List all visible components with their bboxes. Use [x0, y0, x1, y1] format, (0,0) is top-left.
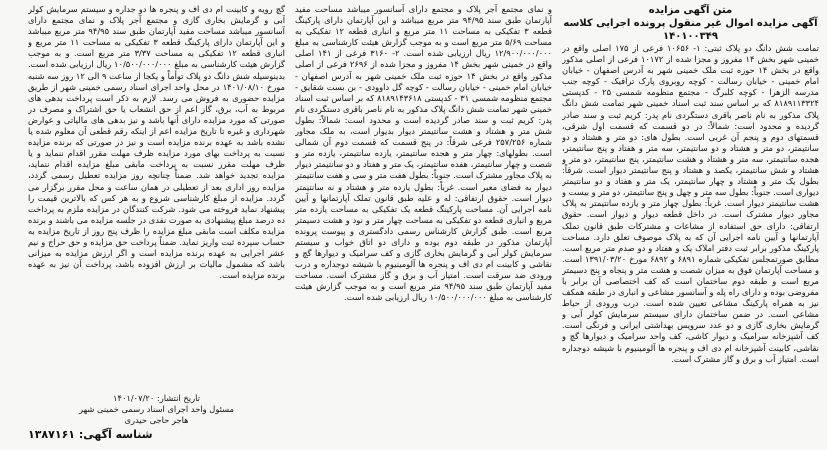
- notice-column-right: [562, 4, 819, 442]
- notice-column-left: [28, 4, 285, 442]
- publish-date: تاریخ انتشار: ۱۴۰۱/۰۷/۲۰: [113, 393, 200, 403]
- notice-title: متن آگهی مزایده: [648, 5, 733, 16]
- newspaper-notice: [8, 4, 819, 442]
- notice-id: شناسه آگهی: ۱۳۸۷۱۶۱: [28, 428, 153, 441]
- notice-body-text: تمامت شش دانگ دو پلاک ثبتی: ۱- ۱۰۶۵۶ فرعی از ۱۷۵ اصلی واقع در خمینی شهر بخش ۱۴ مفروز و مجزا شده از ۱۰۱۷۲ فرعی از اصلی مذکور واقع در بخش ۱۴ حوزه ثبت ملک خمینی شهر به آدرس اصفهان - خیابان امام خمینی - خیابان رسالت - کوچه روبروی پارک ترافیک - کوچه جنب مدرسه الزهرا - کوچه کلبرگ - مجتمع منظومه شمسی ۲۵ - کدپستی ۸۱۸۹۱۱۳۳۲۴ که بر اساس سند ثبت اسناد خمینی شهر تمامت شش دانگ پلاک مذکور به نام ناصر باقری دستگردی نام پدر: کریم ثبت و سند صادر گردیده و محدود است: شمالاً: در دو قسمت که قسمت اول شرقی، قسمتهای دوم و پنجم آن غربی است. بطول های: دو متر و هشتاد و دو سانتیمتر، دو متر و هشتاد و دو سانتیمتر، سه متر و هفتاد و پنج سانتیمتر، هجده سانتیمتر، سه متر و هشتاد و هشت سانتیمتر، پنج سانتیمتر، دو متر و هشتاد و شش سانتیمتر، یکصد و هشتاد و پنج سانتیمتر دیوار است. شرقاً: بطول یک متر و هشتاد و چهار سانتیمتر، یک متر و هفتاد و دو سانتیمتر دیواری است. جنوباً: بطول سه متر و چهل و پنج سانتیمتر، دو متر و بیست و هشت سانتیمتر دیوار است. غرباً: بطول چهار متر و یازده سانتیمتر به پلاک مجاور دیوار مشترک است. در داخل قطعه دیوار و دیوار است. حقوق ارتفاقی: دارای حق استفاده از مشاعات و مشترکات طبق قانون تملک آپارتمانها و آیین نامه اجرایی آن که به پلاک موصوف تعلق دارد. مساحت پارکینگ مذکور برابر ثبت دفتر املاک یک و هفتاد و دو صدم متر مربع است. مطابق صورتمجلس تفکیکی شماره ۶۸۹۱ و ۶۸۹۲ مورخ ۱۳۹۱/۰۳/۲۰ است. و مساحت آپارتمان فوق به میزان شصت و هشت متر و پنجاه و پنج دسیمتر مربع است و طبقه دوم ساختمان است که کف اختصاصی آن برابر با مفروضی بوده و دارای راه پله و آسانسور مشاعی و انباری در طبقه همکف نیز به همراه پارکینگ مشاعی تعیین شده است. درب ورودی از حیاط مشاعی است. در ضمن ساختمان دارای سیستم سرمایش کولر آبی و گرمایش بخاری گازی و دو عدد سرویس بهداشتی ایرانی و فرنگی است. کف آشپزخانه سرامیک و دیوار کاشی، کف واحد سرامیک و دیوارها گچ و نقاشی، کابینت آشپزخانه ام دی اف و پنجره ها آلومینیوم با شیشه دوجداره است. امتیاز آب و برق و گاز مشترک است.: [562, 43, 819, 364]
- notice-column-middle: [295, 4, 552, 442]
- official-name: هاجر حاجی حیدری: [124, 415, 189, 425]
- notice-header: [562, 4, 819, 43]
- notice-footer: [28, 393, 285, 442]
- notice-body-text: گچ رویه و کابینت ام دی اف و پنجره ها دو جداره و سیستم سرمایش کولر آبی و گرمایش بخاری گازی و مجتمع آجر پلاک و نمای مجتمع دارای آسانسور میباشد مساحت مفید آپارتمان طبق سند ۹۴/۹۵ متر مربع میباشد و این آپارتمان دارای پارکینگ قطعه ۳ تفکیکی به مساحت ۱۱ متر مربع و انباری قطعه ۱۲ تفکیکی به مساحت ۳/۳۷ متر مربع است. و به موجب گزارش هیئت کارشناسی به مبلغ ۱۰/۵۰۰/۰۰۰/۰۰۰ ریال ارزیابی شده است. بدینوسیله شش دانگ دو پلاک توأماً و یکجا از ساعت ۹ الی ۱۲ روز سه شنبه مورخ ۱۴۰۱/۰۸/۱۰ در محل واحد اجرای اسناد رسمی خمینی شهر از طریق مزایده حضوری به فروش می رسد. لازم به ذکر است پرداخت بدهی های مربوط به آب، برق، گاز اعم از حق انشعاب یا حق اشتراک و مصرف در صورتی که مورد مزایده دارای آنها باشد و نیز بدهی های مالیاتی و عوارض شهرداری و غیره تا تاریخ مزایده اعم از اینکه رقم قطعی آن معلوم شده یا نشده باشد به عهده برنده مزایده است و نیز در صورتی که برنده مزایده نسبت به پرداخت بهای مورد مزایده ظرف مهلت مقرر اقدام ننماید و یا ظرف مهلت مقرر نسبت به پرداخت مابقی مبلغ مزایده اقدام ننماید، مزایده تجدید خواهد شد. ضمناً چنانچه روز مزایده تعطیل رسمی گردد، مزایده روز اداری بعد از تعطیلی در همان ساعت و محل مقرر برگزار می گردد. مزایده از مبلغ کارشناسی شروع و به هر کس که بالاترین قیمت را پیشنهاد نماید فروخته می شود. شرکت کنندگان در مزایده ملزم به پرداخت ده درصد مبلغ پیشنهادی به صورت نقدی در جلسه مزایده می باشند و برنده مزایده مکلف است مابقی مبلغ مزایده را ظرف پنج روز از تاریخ مزایده به حساب سپرده ثبت واریز نماید. ضمناً پرداخت حق مزایده و حق حراج و نیم عشر اجرایی به عهده برنده مزایده است و اگر ارزش مزایده به میزانی باشد که مشمول مالیات بر ارزش افزوده باشد، پرداخت آن نیز به عهده برنده مزایده است.: [28, 4, 285, 281]
- notice-body-text: و نمای مجتمع آجر پلاک و مجتمع دارای آسانسور میباشد مساحت مفید آپارتمان طبق سند ۹۴/۹۵ متر مربع میباشد و این آپارتمان دارای پارکینگ قطعه ۳ تفکیکی به مساحت ۱۱ متر مربع و انباری قطعه ۱۲ تفکیکی به مساحت ۵/۶۹ متر مربع است و به موجب گزارش هیئت کارشناسی به مبلغ ۱۲/۹۰۰/۰۰۰/۰۰۰ ریال ارزیابی شده است. ۲- ۳۱۶۰ فرعی از ۱۴۱ اصلی واقع در خمینی شهر بخش ۱۴ مفروز و مجزا شده از ۲۶۹۶ فرعی از اصلی مذکور واقع در بخش ۱۴ حوزه ثبت ملک خمینی شهر به آدرس اصفهان - خیابان امام خمینی - خیابان رسالت - کوچه گل داوودی - بن بست شقایق - مجتمع منظومه شمسی ۳۱ - کدپستی ۸۱۸۹۱۴۳۶۱۸ که بر اساس ثبت اسناد خمینی شهر تمامت شش دانگ پلاک مذکور به نام ناصر باقری دستگردی نام پدر: کریم ثبت و سند صادر گردیده است و محدود است: شمالاً: بطول شش متر و هشتاد و هشت سانتیمتر دیوار بدیوار است، به ملک مجاور شماره ۲۵۷/۲۵۶ فرعی شرقاً: در پنج قسمت که قسمت دوم آن شمالی است. بطولهای: چهار متر و هجده سانتیمتر، یازده سانتیمتر، یازده متر و شصت و چهار سانتیمتر، هفده سانتیمتر، یک متر و هفتاد و دو سانتیمتر دیوار به پلاک مجاور مشترک است. جنوباً: بطول هفت متر و سی و هفت سانتیمتر دیوار به فضای معبر است. غرباً: بطول یازده متر و هشتاد و نه سانتیمتر دیوار است. حقوق ارتفاقی: له و علیه طبق قانون تملک آپارتمانها و آیین نامه اجرایی آن. مساحت پارکینگ قطعه یک تفکیکی به مساحت یازده متر مربع و انباری قطعه دو تفکیکی به مساحت چهار متر و نود و هشت دسیمتر مربع است. طبق گزارش کارشناس رسمی دادگستری و پیوست پرونده آپارتمان مذکور در طبقه دوم بوده و دارای دو اتاق خواب و سیستم سرمایش کولر آبی و گرمایش بخاری گازی و کف سرامیک و دیوارها گچ و نقاشی و کابینت ام دی اف و پنجره ها آلومینیوم با شیشه دوجداره و درب ورودی ضد سرقت است. امتیاز آب و برق و گاز مشترک است. مساحت مفید آپارتمان طبق سند ۹۴/۹۵ متر مربع است و به موجب گزارش هیئت کارشناسی به مبلغ ۱۰/۵۰۰/۰۰۰/۰۰۰ ریال ارزیابی شده است.: [295, 4, 552, 303]
- issuing-office: مسئول واحد اجرای اسناد رسمی خمینی شهر: [79, 404, 234, 414]
- notice-subtitle: آگهی مزایده اموال غیر منقول پرونده اجرایی کلاسه ۱۴۰۱۰۰۳۴۹: [563, 18, 818, 42]
